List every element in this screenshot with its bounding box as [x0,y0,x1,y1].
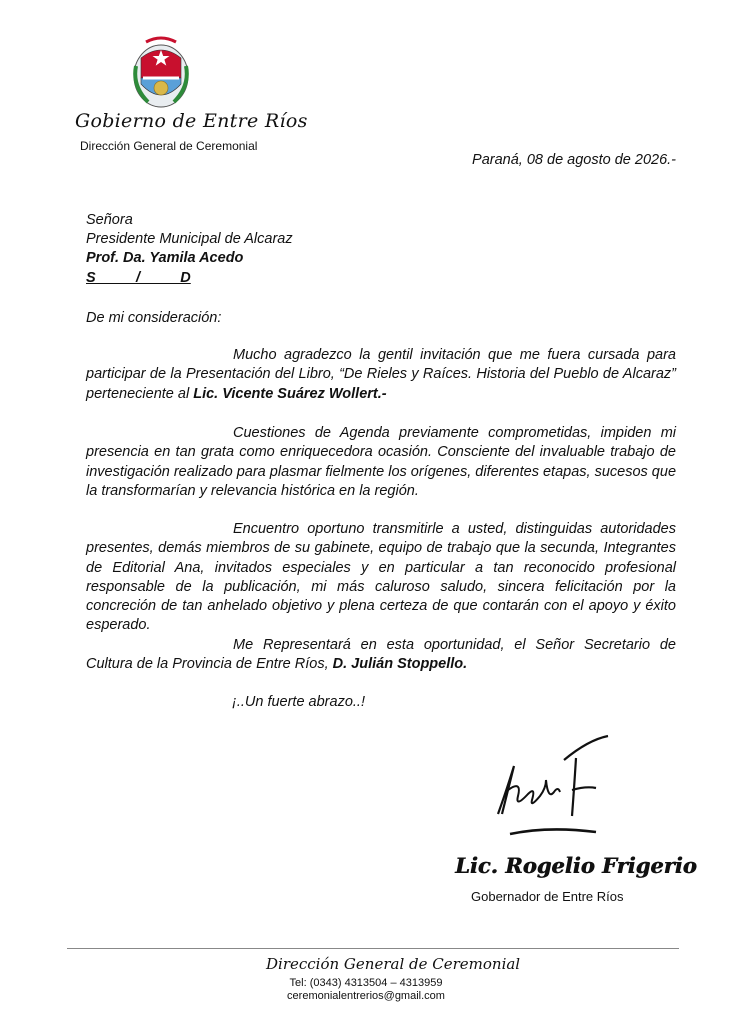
recipient-name: Prof. Da. Yamila Acedo [86,250,244,266]
paragraph-1-text: Mucho agradezco la gentil invitación que me fuera cursada para participar de la Presentación del Libro, “De Rieles y Raíces. Historia del Pueblo de Alcaraz” perteneciente al [86,347,676,402]
paragraph-3 [86,520,676,636]
footer-divider [67,948,679,949]
signature-image [488,730,618,842]
organization-department: Dirección General de Ceremonial [80,139,258,153]
closing: ¡..Un fuerte abrazo..! [232,694,365,710]
paragraph-1-bold: Lic. Vicente Suárez Wollert.- [193,385,387,402]
coat-of-arms-icon [130,36,192,110]
salutation: De mi consideración: [86,310,222,326]
signer-title: Gobernador de Entre Ríos [471,889,624,904]
footer-phone: Tel: (0343) 4313504 – 4313959 [289,977,443,989]
paragraph-1 [86,346,676,404]
footer-department: Dirección General de Ceremonial [266,955,521,973]
recipient-line-2: Presidente Municipal de Alcaraz [86,231,293,247]
paragraph-2 [86,424,676,501]
paragraph-2-text: Cuestiones de Agenda previamente comprometidas, impiden mi presencia en tan grata como enriquecedora ocasión. Consciente del invaluable trabajo de investigación realizado para plasmar fielmente los orígenes, diferentes etapas, sucesos que la transformarían y relevancia histórica en la región. [86,425,677,499]
paragraph-4 [86,636,676,675]
paragraph-3-text: Encuentro oportuno transmitirle a usted, distinguidas autoridades presentes, demás miembros de su gabinete, equipo de trabajo que la secunda, Integrantes de Editorial Ana, invitados especiales y en particular a tan reconocido profesional responsable de la publicación, mi más caluroso saludo, sincera felicitación por la concreción de tan anhelado objetivo y plena certeza de que contarán con el apoyo y éxito esperado. [86,521,676,634]
footer-email: ceremonialentrerios@gmail.com [287,990,445,1002]
signer-name: Lic. Rogelio Frigerio [455,853,697,878]
paragraph-4-bold: D. Julián Stoppello. [332,656,468,673]
letter-date: Paraná, 08 de agosto de 2026.- [472,152,676,168]
paragraph-4-text: Me Representará en esta oportunidad, el Señor Secretario de Cultura de la Provincia de Entre Ríos, [86,637,676,673]
recipient-line-1: Señora [86,212,133,228]
organization-name: Gobierno de Entre Ríos [75,110,308,132]
recipient-sd: S / D [86,270,191,286]
